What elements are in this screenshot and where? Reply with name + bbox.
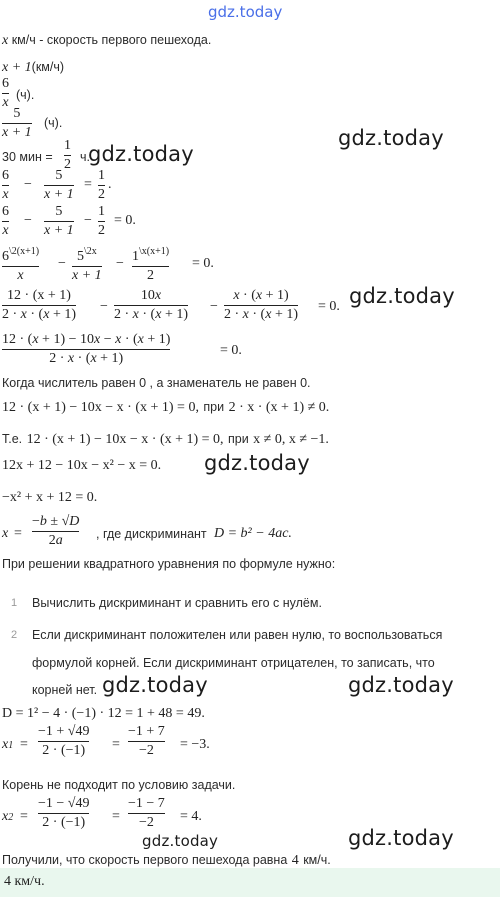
- expr-x-plus-1: x + 1: [2, 60, 32, 75]
- watermark-7: gdz.today: [142, 832, 219, 850]
- unit-hours-3: ч.: [80, 150, 90, 164]
- step-1-text: Вычислить дискриминант и сравнить его с нулём.: [32, 596, 322, 610]
- step-2-text-c: корней нет.: [32, 683, 98, 697]
- ie-cond: x ≠ 0, x ≠ −1.: [253, 432, 329, 447]
- discriminant-formula: D = b² − 4ac.: [214, 526, 292, 541]
- cond-eq: 12 · (x + 1) − 10x − x · (x + 1) = 0,: [2, 400, 199, 415]
- fraction-5-over-x-plus-1: [2, 106, 32, 141]
- rule-text: При решении квадратного уравнения по формуле нужно:: [2, 557, 336, 571]
- denominator: x: [2, 95, 9, 110]
- watermark-4: gdz.today: [204, 451, 310, 475]
- numerator: 6: [2, 76, 9, 91]
- step-1-number: 1: [11, 597, 18, 609]
- var-x: x: [2, 33, 9, 48]
- root-not-fit: Корень не подходит по условию задачи.: [2, 778, 236, 792]
- conclusion-value: 4: [291, 853, 299, 868]
- equation-1: 6 x − 5 x + 1 = 1 2 .: [2, 168, 112, 202]
- denominator: 2: [64, 157, 71, 172]
- equation-5: 12 · (x + 1) − 10x − x · (x + 1) 2 · x · (x + 1) = 0.: [2, 332, 242, 366]
- step-2-text-b: формулой корней. Если дискриминант отрицателен, то записать, что: [32, 656, 435, 670]
- condition-text: Когда числитель равен 0 , а знаменатель не равен 0.: [2, 376, 311, 390]
- cond-word: при: [203, 400, 225, 414]
- watermark-3: gdz.today: [349, 284, 455, 308]
- fraction-bar: [2, 93, 9, 94]
- unit-kmh: (км/ч): [31, 60, 65, 74]
- watermark-top: gdz.today: [208, 3, 283, 21]
- step-2-text-a: Если дискриминант положителен или равен нулю, то воспользоваться: [32, 628, 443, 642]
- watermark-1: gdz.today: [338, 126, 444, 150]
- line-speed-definition: [2, 31, 211, 49]
- thirty-minutes: 30 мин =: [2, 150, 53, 164]
- quadratic-equation: −x² + x + 12 = 0.: [2, 490, 98, 505]
- conclusion-text: Получили, что скорость первого пешехода равна: [2, 853, 288, 867]
- watermark-5: gdz.today: [102, 673, 208, 697]
- ie-when: при: [228, 432, 249, 446]
- equation-3: $6^{\backslash 2(x+1)}$ x − $5^{\backslash 2x}$ x + 1 − $1^{\backslash x(x+1)}$ 2 = 0.: [2, 246, 214, 283]
- step-2-number: 2: [11, 629, 18, 641]
- denominator: x + 1: [2, 125, 32, 140]
- equation-4: 12 · (x + 1) 2 · x · (x + 1) − 10x 2 · x · (x + 1) − x · (x + 1) 2 · x · (x + 1) = 0.: [2, 288, 340, 322]
- watermark-2: gdz.today: [88, 142, 194, 166]
- fraction-bar: [64, 155, 71, 156]
- root-x2: x2 = −1 − √49 2 · (−1) = −1 − 7 −2 = 4.: [2, 796, 202, 830]
- discriminant-calc: D = 1² − 4 · (−1) · 12 = 1 + 48 = 49.: [2, 706, 205, 721]
- unit-hours-2: (ч).: [44, 116, 63, 130]
- numerator: 1: [64, 138, 71, 153]
- watermark-6: gdz.today: [348, 673, 454, 697]
- watermark-8: gdz.today: [348, 826, 454, 850]
- ie-eq: 12 · (x + 1) − 10x − x · (x + 1) = 0,: [26, 432, 224, 447]
- conclusion-line: [2, 851, 331, 869]
- discriminant-text: , где дискриминант: [96, 527, 207, 541]
- ie-line: [2, 430, 329, 448]
- cond-ineq: 2 · x · (x + 1) ≠ 0.: [228, 400, 330, 415]
- ie-word: Т.е.: [2, 432, 23, 446]
- expanded-equation: 12x + 12 − 10x − x² − x = 0.: [2, 458, 162, 473]
- line-second-speed: [2, 58, 64, 76]
- numerator: 5: [13, 106, 21, 121]
- quadratic-formula: x = −b ± √D 2a , где дискриминант D = b² − 4ac.: [2, 514, 292, 548]
- answer-box: [0, 868, 500, 897]
- conclusion-unit: км/ч.: [303, 853, 331, 867]
- answer-text: 4 км/ч.: [4, 874, 45, 889]
- root-x1: x1 = −1 + √49 2 · (−1) = −1 + 7 −2 = −3.: [2, 724, 210, 758]
- condition-equation: [2, 398, 329, 416]
- fraction-bar: [2, 123, 32, 124]
- equation-2: 6 x − 5 x + 1 − 1 2 = 0.: [2, 204, 136, 238]
- unit-hours-1: (ч).: [16, 88, 35, 102]
- speed-definition-text: км/ч - скорость первого пешехода.: [8, 33, 212, 47]
